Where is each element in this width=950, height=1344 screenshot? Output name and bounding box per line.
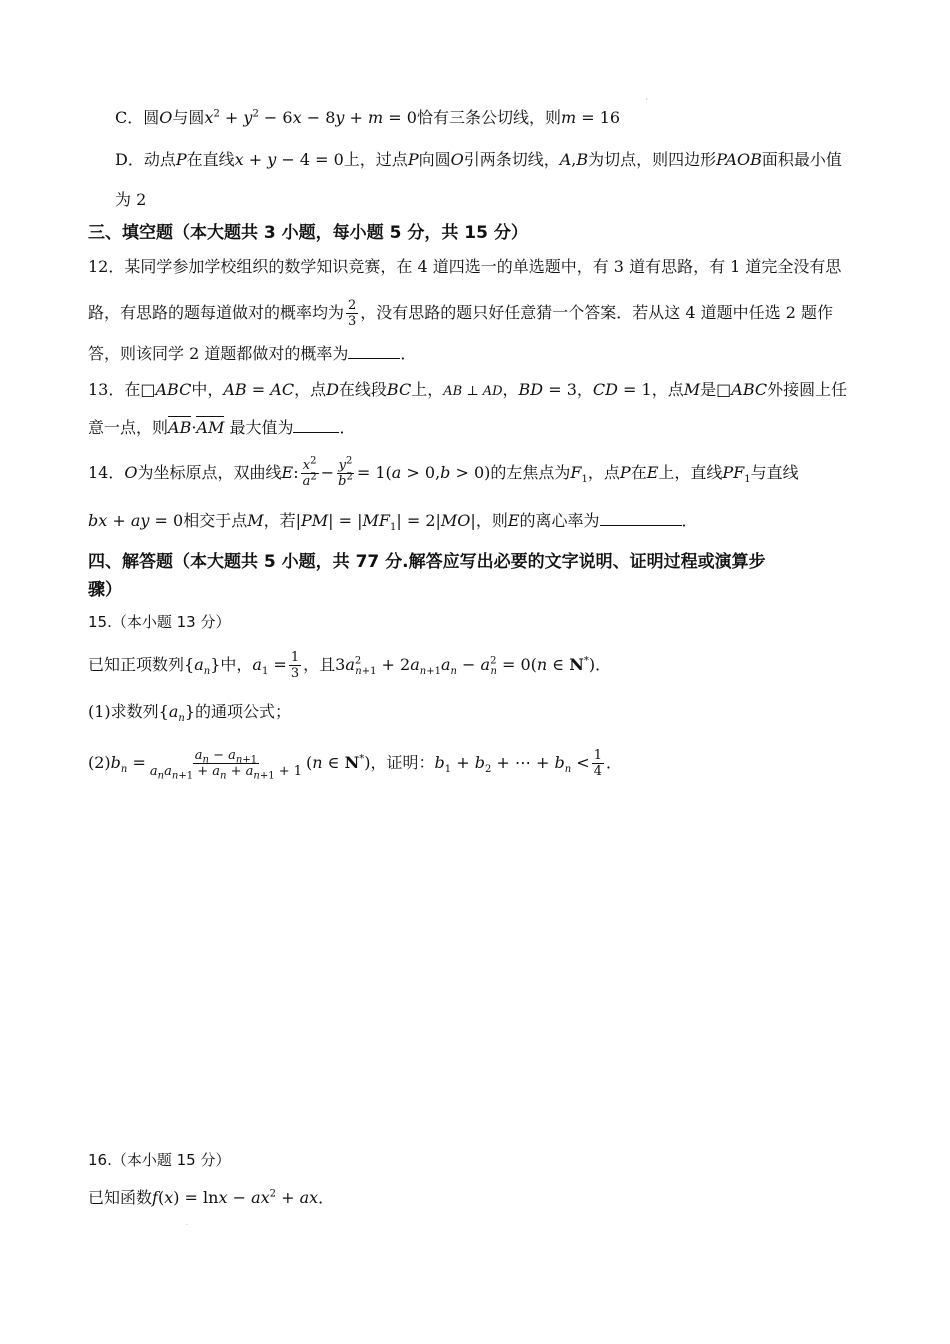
fraction-two-thirds: $\frac{2}{3}$ <box>348 298 357 329</box>
scan-speck-2: · <box>186 1222 188 1229</box>
q16-stem: 已知函数$f(x) = \ln x - ax^2$ + ax． <box>88 1188 335 1207</box>
answer-blank-q12[interactable] <box>348 342 400 359</box>
q13-line1: 13．在□ABC中，AB = AC，点D在线段BC上，AB ⊥ AD，BD = 3，CD = 1，点M是□ABC外接圆上任 <box>88 380 848 399</box>
circle-equation: $x^2 + y^2 - 6x - 8y + m = 0$ <box>204 108 417 127</box>
option-c-label: C． <box>115 108 144 127</box>
option-d: D．动点P在直线x + y − 4 = 0上，过点P向圆O引两条切线，A,B为切点，则四边形PAOB面积最小值 <box>115 150 842 169</box>
q16-header: 16.（本小题 15 分） <box>88 1151 231 1169</box>
answer-blank-q14[interactable] <box>600 509 682 526</box>
section-3-title: 三、填空题（本大题共 3 小题，每小题 5 分，共 15 分） <box>88 223 528 243</box>
q12-line2: 路，有思路的题每道做对的概率均为 $\frac{2}{3}$ ，没有思路的题只好任意猜一个答案．若从这 4 道题中任选 2 题作 <box>88 298 834 329</box>
scan-speck: ' <box>646 98 648 105</box>
q15-header: 15.（本小题 13 分） <box>88 613 231 631</box>
q15-part2: $(2)b_n$ = $\frac{a_n - a_{n+1}}{a_na_{n+1} + a_n + a_{n+1} + 1}$ (n ∈ N*)，证明：$b_1 + b_2$ + ⋯ + $b_n$ < $\frac{1}{4}$ ． <box>88 748 622 782</box>
q15-part1: (1)求数列$\{a_n\}$的通项公式； <box>88 702 292 725</box>
option-d-cont: 为 2 <box>115 190 147 209</box>
q12-line1: 12．某同学参加学校组织的数学知识竞赛，在 4 道四选一的单选题中，有 3 道有思路，有 1 道完全没有思 <box>88 257 842 276</box>
q13-line2: 意一点，则AB·AM 最大值为 ． <box>88 418 356 437</box>
q14-line1: 14．O为坐标原点，双曲线E: $\frac{x^2}{a^2}$ − $\frac{y^2}{b^2}$ = 1(a > 0,b > 0)的左焦点为$F_1$，点P在E上，直线$PF_1$与直线 <box>88 455 799 489</box>
q12-line3: 答，则该同学 2 道题都做对的概率为 ． <box>88 344 417 363</box>
answer-blank-q13[interactable] <box>293 416 339 433</box>
section-4-title-cont: 骤） <box>88 580 122 600</box>
section-4-title: 四、解答题（本大题共 5 小题，共 77 分.解答应写出必要的文字说明、证明过程或演算步 <box>88 552 766 572</box>
q14-line2: bx + ay = 0相交于点M，若$|PM| = |MF_1| = 2|MO|$，则E的离心率为 ． <box>88 511 698 534</box>
option-d-label: D．动点 <box>115 150 176 169</box>
option-c: C．圆O与圆$x^2 + y^2 - 6x - 8y + m = 0$恰有三条公切线，则m = 16 <box>115 108 621 127</box>
q15-stem: 已知正项数列$\{a_n\}$中，$a_1$ = $\frac{1}{3}$ ，且$3a^2_{n+1} + 2a_{n+1}a_n - a^2_n = 0(n$ ∈ N*)． <box>88 650 612 681</box>
